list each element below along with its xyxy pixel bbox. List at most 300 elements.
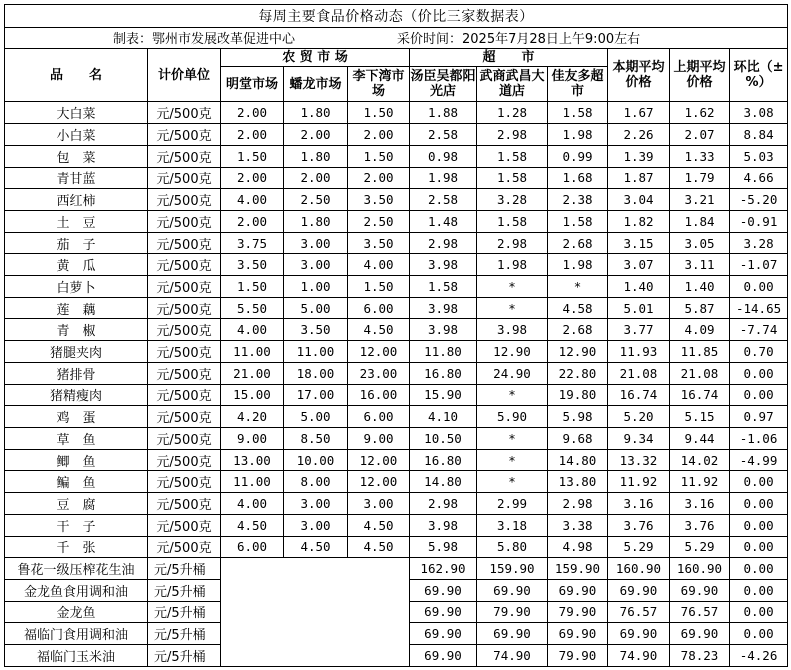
current-average: 1.82 <box>608 210 670 232</box>
item-name: 金龙鱼 <box>5 601 148 623</box>
super-2-price: 12.90 <box>477 341 548 363</box>
change-ratio: 3.08 <box>730 102 788 124</box>
item-name: 鲫 鱼 <box>5 449 148 471</box>
market-3-price: 3.00 <box>348 493 410 515</box>
previous-average: 4.09 <box>670 319 730 341</box>
current-average: 69.90 <box>608 623 670 645</box>
item-name: 西红柿 <box>5 189 148 211</box>
previous-average: 1.62 <box>670 102 730 124</box>
change-ratio: 0.00 <box>730 514 788 536</box>
super-1-price: 162.90 <box>410 558 477 580</box>
item-name: 福临门玉米油 <box>5 645 148 667</box>
item-name: 千 张 <box>5 536 148 558</box>
super-3-price: 3.38 <box>548 514 608 536</box>
unit: 元/500克 <box>148 210 221 232</box>
unit: 元/500克 <box>148 471 221 493</box>
unit: 元/500克 <box>148 341 221 363</box>
super-2-price: 1.58 <box>477 167 548 189</box>
current-average: 3.76 <box>608 514 670 536</box>
market-2-price: 1.80 <box>284 145 348 167</box>
market-2-price: 8.00 <box>284 471 348 493</box>
unit: 元/5升桶 <box>148 623 221 645</box>
previous-average: 5.15 <box>670 406 730 428</box>
super-1-price: 2.98 <box>410 493 477 515</box>
change-ratio: -1.06 <box>730 428 788 450</box>
current-average: 1.39 <box>608 145 670 167</box>
market-2-price: 3.00 <box>284 493 348 515</box>
super-2-price: 74.90 <box>477 645 548 667</box>
market-1-price: 4.00 <box>221 493 284 515</box>
current-average: 2.26 <box>608 124 670 146</box>
super-1-price: 5.98 <box>410 536 477 558</box>
table-row <box>5 449 788 471</box>
change-ratio: 0.00 <box>730 623 788 645</box>
current-average: 13.32 <box>608 449 670 471</box>
market-3-price: 12.00 <box>348 449 410 471</box>
table-row <box>5 167 788 189</box>
super-3-price: 1.68 <box>548 167 608 189</box>
unit: 元/500克 <box>148 276 221 298</box>
header-market-3: 李下湾市场 <box>348 67 410 102</box>
super-1-price: 4.10 <box>410 406 477 428</box>
super-3-price: 4.98 <box>548 536 608 558</box>
market-1-price: 6.00 <box>221 536 284 558</box>
unit: 元/5升桶 <box>148 601 221 623</box>
item-name: 草 鱼 <box>5 428 148 450</box>
super-2-price: 1.58 <box>477 210 548 232</box>
change-ratio: 3.28 <box>730 232 788 254</box>
unit: 元/5升桶 <box>148 579 221 601</box>
table-row <box>5 189 788 211</box>
super-3-price: 2.38 <box>548 189 608 211</box>
current-average: 3.15 <box>608 232 670 254</box>
header-prev-avg: 上期平均价格 <box>670 48 730 102</box>
super-3-price: 1.58 <box>548 102 608 124</box>
change-ratio: 0.70 <box>730 341 788 363</box>
super-1-price: 3.98 <box>410 514 477 536</box>
super-2-price: * <box>477 449 548 471</box>
table-row <box>5 210 788 232</box>
previous-average: 1.84 <box>670 210 730 232</box>
super-2-price: 79.90 <box>477 601 548 623</box>
market-3-price: 2.50 <box>348 210 410 232</box>
market-1-price: 1.50 <box>221 276 284 298</box>
market-1-price: 5.50 <box>221 297 284 319</box>
super-3-price: 0.99 <box>548 145 608 167</box>
unit: 元/500克 <box>148 536 221 558</box>
previous-average: 11.92 <box>670 471 730 493</box>
market-1-price: 11.00 <box>221 471 284 493</box>
item-name: 猪精瘦肉 <box>5 384 148 406</box>
market-2-price: 3.00 <box>284 254 348 276</box>
unit: 元/500克 <box>148 384 221 406</box>
super-1-price: 3.98 <box>410 254 477 276</box>
super-3-price: 1.58 <box>548 210 608 232</box>
unit: 元/500克 <box>148 493 221 515</box>
super-1-price: 16.80 <box>410 362 477 384</box>
previous-average: 69.90 <box>670 623 730 645</box>
current-average: 74.90 <box>608 645 670 667</box>
header-market-group: 农 贸 市 场 <box>221 48 410 67</box>
header-market-1: 明堂市场 <box>221 67 284 102</box>
market-2-price: 11.00 <box>284 341 348 363</box>
super-1-price: 2.98 <box>410 232 477 254</box>
market-2-price: 2.50 <box>284 189 348 211</box>
current-average: 9.34 <box>608 428 670 450</box>
unit: 元/500克 <box>148 189 221 211</box>
super-2-price: 3.18 <box>477 514 548 536</box>
market-2-price: 17.00 <box>284 384 348 406</box>
change-ratio: -4.26 <box>730 645 788 667</box>
market-1-price: 2.00 <box>221 102 284 124</box>
header-cur-avg: 本期平均价格 <box>608 48 670 102</box>
market-2-price: 5.00 <box>284 406 348 428</box>
market-2-price: 1.00 <box>284 276 348 298</box>
market-3-price: 1.50 <box>348 276 410 298</box>
price-table <box>4 4 788 667</box>
unit: 元/500克 <box>148 362 221 384</box>
header-super-group: 超 市 <box>410 48 608 67</box>
super-1-price: 3.98 <box>410 297 477 319</box>
market-2-price: 18.00 <box>284 362 348 384</box>
super-2-price: * <box>477 276 548 298</box>
time-text: 采价时间：2025年7月28日上午9:00左右 <box>397 32 641 48</box>
previous-average: 16.74 <box>670 384 730 406</box>
change-ratio: 0.00 <box>730 536 788 558</box>
current-average: 21.08 <box>608 362 670 384</box>
market-3-price: 16.00 <box>348 384 410 406</box>
super-3-price: 2.68 <box>548 232 608 254</box>
header-market-2: 蟠龙市场 <box>284 67 348 102</box>
item-name: 金龙鱼食用调和油 <box>5 579 148 601</box>
super-2-price: * <box>477 297 548 319</box>
market-1-price: 15.00 <box>221 384 284 406</box>
item-name: 福临门食用调和油 <box>5 623 148 645</box>
super-1-price: 1.98 <box>410 167 477 189</box>
table-row <box>5 362 788 384</box>
current-average: 69.90 <box>608 579 670 601</box>
unit: 元/500克 <box>148 514 221 536</box>
market-2-price: 4.50 <box>284 536 348 558</box>
super-2-price: * <box>477 384 548 406</box>
item-name: 黄 瓜 <box>5 254 148 276</box>
header-row-1 <box>5 48 788 67</box>
table-row <box>5 384 788 406</box>
item-name: 鲁花一级压榨花生油 <box>5 558 148 580</box>
market-2-price: 3.50 <box>284 319 348 341</box>
market-1-price: 3.75 <box>221 232 284 254</box>
super-3-price: 19.80 <box>548 384 608 406</box>
unit: 元/500克 <box>148 124 221 146</box>
table-row <box>5 102 788 124</box>
current-average: 160.90 <box>608 558 670 580</box>
market-1-price: 3.50 <box>221 254 284 276</box>
unit: 元/500克 <box>148 254 221 276</box>
item-name: 白萝卜 <box>5 276 148 298</box>
current-average: 3.77 <box>608 319 670 341</box>
super-3-price: 69.90 <box>548 623 608 645</box>
market-2-price: 8.50 <box>284 428 348 450</box>
market-1-price: 4.20 <box>221 406 284 428</box>
previous-average: 5.87 <box>670 297 730 319</box>
item-name: 干 子 <box>5 514 148 536</box>
change-ratio: -14.65 <box>730 297 788 319</box>
market-3-price: 4.50 <box>348 536 410 558</box>
market-3-price: 6.00 <box>348 406 410 428</box>
change-ratio: 5.03 <box>730 145 788 167</box>
item-name: 土 豆 <box>5 210 148 232</box>
previous-average: 1.79 <box>670 167 730 189</box>
unit: 元/500克 <box>148 449 221 471</box>
table-row <box>5 471 788 493</box>
super-2-price: 5.80 <box>477 536 548 558</box>
market-3-price: 12.00 <box>348 341 410 363</box>
table-row <box>5 428 788 450</box>
change-ratio: 4.66 <box>730 167 788 189</box>
table-row <box>5 124 788 146</box>
item-name: 猪腿夹肉 <box>5 341 148 363</box>
previous-average: 3.76 <box>670 514 730 536</box>
market-3-price: 3.50 <box>348 232 410 254</box>
super-2-price: 1.58 <box>477 145 548 167</box>
item-name: 大白菜 <box>5 102 148 124</box>
market-3-price: 4.50 <box>348 514 410 536</box>
super-3-price: 2.98 <box>548 493 608 515</box>
change-ratio: 0.00 <box>730 601 788 623</box>
item-name: 鸡 蛋 <box>5 406 148 428</box>
table-row <box>5 341 788 363</box>
super-2-price: 69.90 <box>477 579 548 601</box>
previous-average: 78.23 <box>670 645 730 667</box>
meta-row <box>5 27 788 48</box>
current-average: 3.07 <box>608 254 670 276</box>
current-average: 1.87 <box>608 167 670 189</box>
title-row <box>5 5 788 28</box>
market-3-price: 23.00 <box>348 362 410 384</box>
previous-average: 3.05 <box>670 232 730 254</box>
super-2-price: 69.90 <box>477 623 548 645</box>
market-2-price: 1.80 <box>284 102 348 124</box>
super-3-price: 2.68 <box>548 319 608 341</box>
current-average: 5.01 <box>608 297 670 319</box>
market-1-price: 13.00 <box>221 449 284 471</box>
table-row <box>5 276 788 298</box>
super-1-price: 16.80 <box>410 449 477 471</box>
change-ratio: 0.00 <box>730 558 788 580</box>
previous-average: 2.07 <box>670 124 730 146</box>
item-name: 豆 腐 <box>5 493 148 515</box>
market-3-price: 4.00 <box>348 254 410 276</box>
market-1-price: 2.00 <box>221 167 284 189</box>
item-name: 小白菜 <box>5 124 148 146</box>
super-2-price: 3.28 <box>477 189 548 211</box>
previous-average: 3.16 <box>670 493 730 515</box>
item-name: 茄 子 <box>5 232 148 254</box>
market-1-price: 4.50 <box>221 514 284 536</box>
current-average: 3.16 <box>608 493 670 515</box>
super-2-price: 2.99 <box>477 493 548 515</box>
previous-average: 14.02 <box>670 449 730 471</box>
previous-average: 69.90 <box>670 579 730 601</box>
unit: 元/500克 <box>148 167 221 189</box>
item-name: 包 菜 <box>5 145 148 167</box>
change-ratio: 0.00 <box>730 493 788 515</box>
item-name: 莲 藕 <box>5 297 148 319</box>
item-name: 青 椒 <box>5 319 148 341</box>
market-2-price: 2.00 <box>284 124 348 146</box>
market-3-price: 2.00 <box>348 167 410 189</box>
super-1-price: 2.58 <box>410 189 477 211</box>
table-row <box>5 254 788 276</box>
super-1-price: 15.90 <box>410 384 477 406</box>
super-3-price: 69.90 <box>548 579 608 601</box>
market-2-price: 3.00 <box>284 514 348 536</box>
unit: 元/500克 <box>148 232 221 254</box>
market-3-price: 6.00 <box>348 297 410 319</box>
market-2-price: 5.00 <box>284 297 348 319</box>
unit: 元/500克 <box>148 102 221 124</box>
market-1-price: 9.00 <box>221 428 284 450</box>
change-ratio: 0.00 <box>730 579 788 601</box>
previous-average: 21.08 <box>670 362 730 384</box>
market-1-price: 21.00 <box>221 362 284 384</box>
super-1-price: 69.90 <box>410 623 477 645</box>
current-average: 3.04 <box>608 189 670 211</box>
market-2-price: 1.80 <box>284 210 348 232</box>
change-ratio: 0.00 <box>730 362 788 384</box>
unit: 元/500克 <box>148 297 221 319</box>
market-3-price: 2.00 <box>348 124 410 146</box>
super-2-price: * <box>477 428 548 450</box>
super-3-price: 1.98 <box>548 124 608 146</box>
header-super-1: 汤臣吴都阳光店 <box>410 67 477 102</box>
current-average: 5.20 <box>608 406 670 428</box>
super-2-price: 2.98 <box>477 232 548 254</box>
market-3-price: 4.50 <box>348 319 410 341</box>
change-ratio: -5.20 <box>730 189 788 211</box>
super-1-price: 1.88 <box>410 102 477 124</box>
super-3-price: 14.80 <box>548 449 608 471</box>
table-row <box>5 145 788 167</box>
change-ratio: -4.99 <box>730 449 788 471</box>
change-ratio: 0.00 <box>730 276 788 298</box>
super-3-price: 9.68 <box>548 428 608 450</box>
super-2-price: 24.90 <box>477 362 548 384</box>
unit: 元/5升桶 <box>148 645 221 667</box>
market-1-price: 11.00 <box>221 341 284 363</box>
current-average: 1.67 <box>608 102 670 124</box>
market-1-price: 1.50 <box>221 145 284 167</box>
super-1-price: 1.48 <box>410 210 477 232</box>
header-super-3: 佳友多超市 <box>548 67 608 102</box>
market-1-price: 2.00 <box>221 124 284 146</box>
market-2-price: 2.00 <box>284 167 348 189</box>
change-ratio: 0.00 <box>730 471 788 493</box>
table-row <box>5 493 788 515</box>
previous-average: 1.40 <box>670 276 730 298</box>
market-1-price: 2.00 <box>221 210 284 232</box>
super-2-price: 3.98 <box>477 319 548 341</box>
market-3-price: 3.50 <box>348 189 410 211</box>
unit: 元/5升桶 <box>148 558 221 580</box>
previous-average: 3.21 <box>670 189 730 211</box>
table-row <box>5 232 788 254</box>
super-3-price: 4.58 <box>548 297 608 319</box>
change-ratio: 8.84 <box>730 124 788 146</box>
previous-average: 160.90 <box>670 558 730 580</box>
current-average: 11.93 <box>608 341 670 363</box>
table-row <box>5 297 788 319</box>
item-name: 青甘蓝 <box>5 167 148 189</box>
unit: 元/500克 <box>148 319 221 341</box>
previous-average: 9.44 <box>670 428 730 450</box>
table-row <box>5 406 788 428</box>
market-1-price: 4.00 <box>221 319 284 341</box>
current-average: 76.57 <box>608 601 670 623</box>
super-2-price: 1.98 <box>477 254 548 276</box>
super-1-price: 10.50 <box>410 428 477 450</box>
super-3-price: 13.80 <box>548 471 608 493</box>
super-3-price: 79.90 <box>548 645 608 667</box>
super-1-price: 2.58 <box>410 124 477 146</box>
current-average: 11.92 <box>608 471 670 493</box>
super-1-price: 14.80 <box>410 471 477 493</box>
market-2-price: 10.00 <box>284 449 348 471</box>
unit: 元/500克 <box>148 145 221 167</box>
table-row <box>5 514 788 536</box>
super-1-price: 69.90 <box>410 579 477 601</box>
super-3-price: 5.98 <box>548 406 608 428</box>
super-3-price: * <box>548 276 608 298</box>
super-2-price: 2.98 <box>477 124 548 146</box>
meta-cell <box>5 27 788 48</box>
change-ratio: 0.00 <box>730 384 788 406</box>
market-3-price: 1.50 <box>348 102 410 124</box>
market-2-price: 3.00 <box>284 232 348 254</box>
market-price-blank <box>221 558 410 667</box>
super-2-price: 1.28 <box>477 102 548 124</box>
super-1-price: 11.80 <box>410 341 477 363</box>
current-average: 16.74 <box>608 384 670 406</box>
table-row <box>5 319 788 341</box>
maker-text: 制表：鄂州市发展改革促进中心 <box>113 32 296 48</box>
table-title: 每周主要食品价格动态（价比三家数据表） <box>5 5 788 28</box>
current-average: 5.29 <box>608 536 670 558</box>
header-ratio: 环比（±%） <box>730 48 788 102</box>
previous-average: 3.11 <box>670 254 730 276</box>
super-3-price: 22.80 <box>548 362 608 384</box>
super-1-price: 1.58 <box>410 276 477 298</box>
super-1-price: 69.90 <box>410 645 477 667</box>
table-row <box>5 558 788 580</box>
header-unit: 计价单位 <box>148 48 221 102</box>
header-item: 品 名 <box>5 48 148 102</box>
super-2-price: * <box>477 471 548 493</box>
market-3-price: 1.50 <box>348 145 410 167</box>
super-1-price: 69.90 <box>410 601 477 623</box>
super-3-price: 12.90 <box>548 341 608 363</box>
change-ratio: 0.97 <box>730 406 788 428</box>
header-super-2: 武商武昌大道店 <box>477 67 548 102</box>
change-ratio: -7.74 <box>730 319 788 341</box>
super-3-price: 159.90 <box>548 558 608 580</box>
market-1-price: 4.00 <box>221 189 284 211</box>
super-1-price: 0.98 <box>410 145 477 167</box>
unit: 元/500克 <box>148 406 221 428</box>
previous-average: 5.29 <box>670 536 730 558</box>
unit: 元/500克 <box>148 428 221 450</box>
super-1-price: 3.98 <box>410 319 477 341</box>
